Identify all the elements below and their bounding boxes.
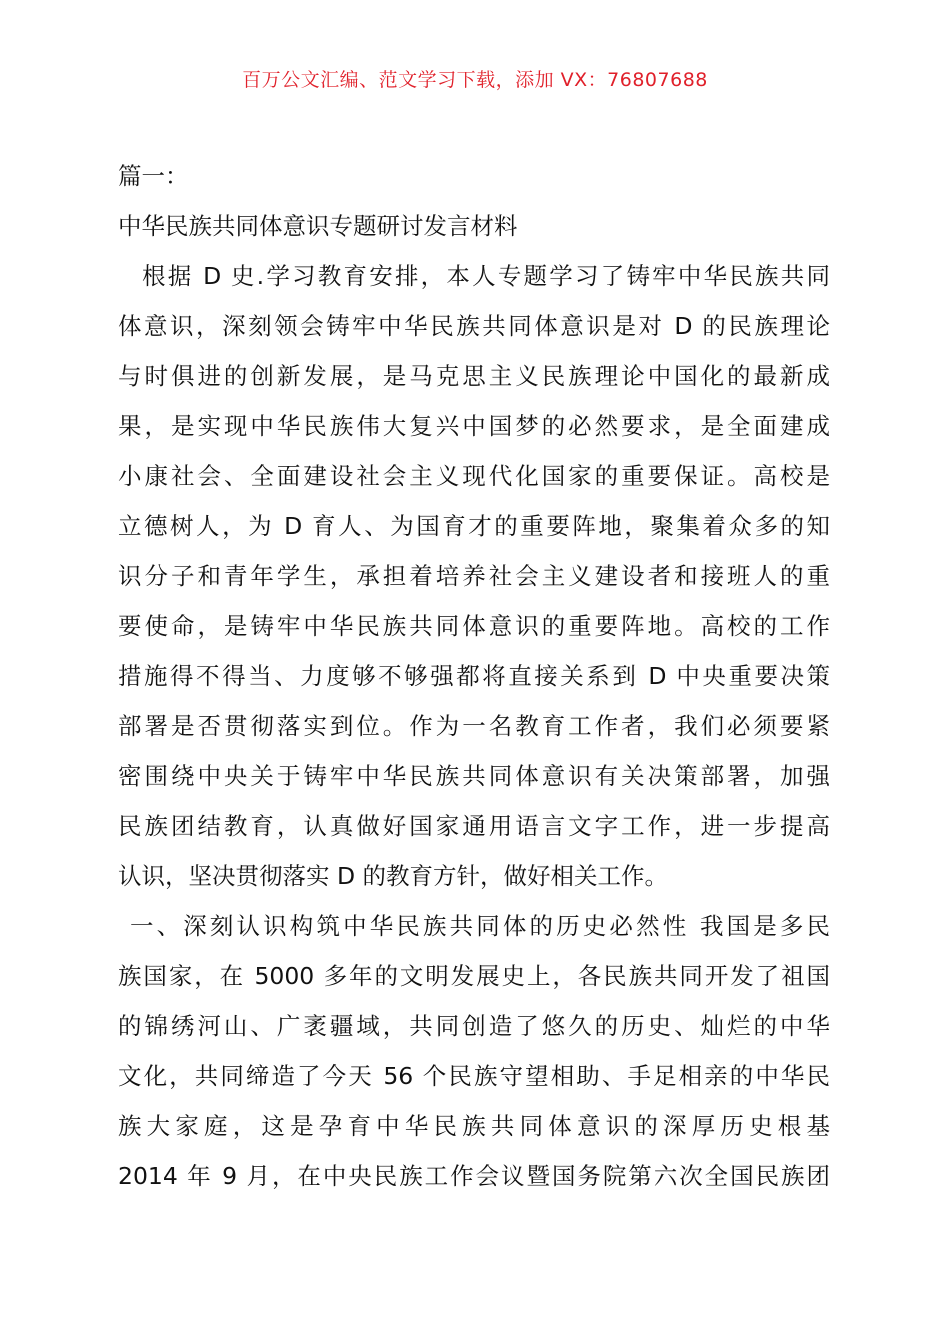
paragraph-line: 部署是否贯彻落实到位。作为一名教育工作者，我们必须要紧 (118, 712, 830, 740)
document-title: 中华民族共同体意识专题研讨发言材料 (118, 212, 518, 240)
document-body (118, 151, 830, 1201)
paragraph-line: 认识，坚决贯彻落实 D 的教育方针，做好相关工作。 (118, 862, 669, 890)
paragraph-line: 文化，共同缔造了今天 56 个民族守望相助、手足相亲的中华民 (118, 1062, 830, 1090)
paragraph-line: 体意识，深刻领会铸牢中华民族共同体意识是对 D 的民族理论 (118, 312, 830, 340)
paragraph-line: 立德树人，为 D 育人、为国育才的重要阵地，聚集着众多的知 (118, 512, 830, 540)
section-label: 篇一： (118, 162, 189, 190)
paragraph-line: 与时俱进的创新发展，是马克思主义民族理论中国化的最新成 (118, 362, 830, 390)
paragraph-line: 小康社会、全面建设社会主义现代化国家的重要保证。高校是 (118, 462, 830, 490)
paragraph-line: 要使命，是铸牢中华民族共同体意识的重要阵地。高校的工作 (118, 612, 830, 640)
paragraph-line: 民族团结教育，认真做好国家通用语言文字工作，进一步提高 (118, 812, 830, 840)
paragraph-line: 识分子和青年学生，承担着培养社会主义建设者和接班人的重 (118, 562, 830, 590)
paragraph-line: 的锦绣河山、广袤疆域，共同创造了悠久的历史、灿烂的中华 (118, 1012, 830, 1040)
paragraph-line: 族大家庭，这是孕育中华民族共同体意识的深厚历史根基 (118, 1112, 830, 1140)
paragraph-line: 措施得不得当、力度够不够强都将直接关系到 D 中央重要决策 (118, 662, 830, 690)
paragraph-line: 2014 年 9 月，在中央民族工作会议暨国务院第六次全国民族团 (118, 1162, 830, 1190)
paragraph-line: 一、深刻认识构筑中华民族共同体的历史必然性 我国是多民 (130, 912, 830, 940)
paragraph-line: 果，是实现中华民族伟大复兴中国梦的必然要求，是全面建成 (118, 412, 830, 440)
paragraph-line: 根据 D 史.学习教育安排，本人专题学习了铸牢中华民族共同 (142, 262, 830, 290)
header-watermark-note: 百万公文汇编、范文学习下载，添加 VX：76807688 (242, 69, 708, 91)
paragraph-line: 密围绕中央关于铸牢中华民族共同体意识有关决策部署，加强 (118, 762, 830, 790)
paragraph-line: 族国家，在 5000 多年的文明发展史上，各民族共同开发了祖国 (118, 962, 830, 990)
